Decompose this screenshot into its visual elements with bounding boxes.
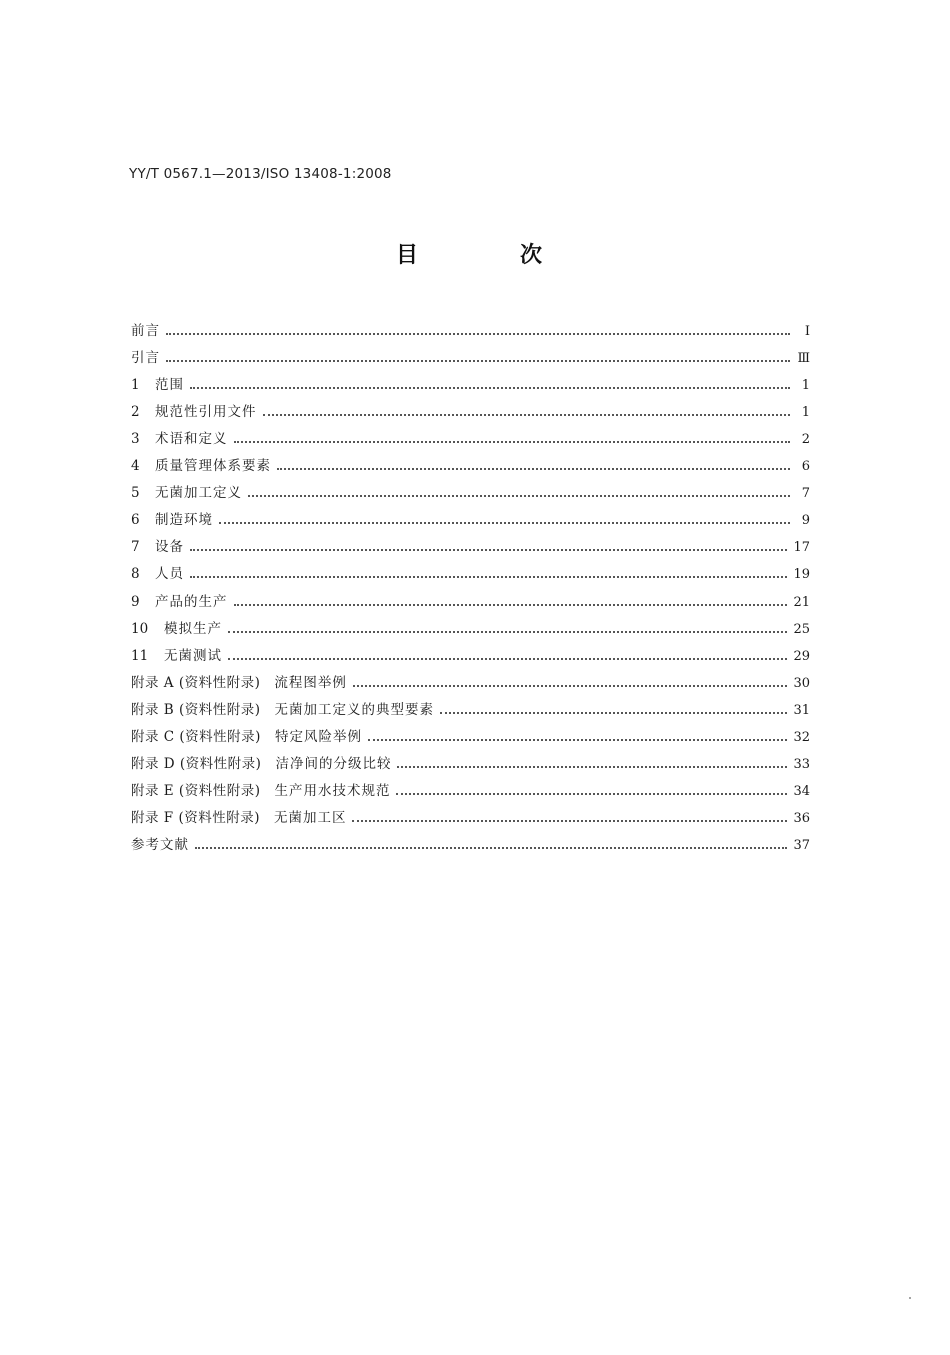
toc-entry-references[interactable]: [131, 826, 810, 853]
appendix-id: 附录 E (资料性附录): [131, 782, 261, 799]
toc-entry-appendix-d[interactable]: [131, 745, 810, 772]
toc-entry-4[interactable]: [131, 447, 810, 474]
toc-entry-number: 3: [131, 431, 140, 448]
toc-entry-label: 产品的生产: [155, 593, 228, 610]
dot-leader: [166, 333, 790, 335]
toc-entry-number: 6: [131, 512, 140, 529]
toc-entry-number: 8: [131, 566, 140, 583]
toc-entry-appendix-c[interactable]: [131, 718, 810, 745]
toc-entry-number: 10: [131, 620, 149, 637]
appendix-id: 附录 C (资料性附录): [131, 728, 261, 745]
toc-entry-appendix-f[interactable]: [131, 799, 810, 826]
toc-entry-label: 参考文献: [131, 836, 189, 853]
toc-entry-page: 1: [801, 405, 810, 421]
toc-entry-page: 6: [801, 459, 810, 475]
toc-entry-label: 引言: [131, 350, 160, 367]
table-of-contents: [131, 312, 810, 853]
dot-leader: [166, 360, 790, 362]
toc-entry-page: 17: [793, 540, 810, 556]
toc-entry-appendix-e[interactable]: [131, 772, 810, 799]
dot-leader: [190, 549, 787, 551]
toc-entry-number: 2: [131, 404, 140, 421]
toc-entry-page: 30: [793, 675, 810, 691]
toc-entry-label: 前言: [131, 323, 160, 340]
toc-entry-number: 9: [131, 593, 140, 610]
toc-entry-label: 规范性引用文件: [155, 404, 257, 421]
appendix-title: 无菌加工区: [273, 809, 347, 826]
toc-entry-foreword[interactable]: [131, 312, 810, 339]
toc-entry-page: 25: [793, 621, 810, 637]
toc-entry-8[interactable]: [131, 555, 810, 582]
toc-entry-page: 7: [801, 486, 810, 502]
appendix-id: 附录 D (资料性附录): [131, 755, 262, 772]
toc-entry-page: 31: [793, 702, 810, 718]
toc-entry-7[interactable]: [131, 528, 810, 555]
toc-entry-appendix-a[interactable]: [131, 664, 810, 691]
appendix-title: 流程图举例: [274, 674, 347, 691]
toc-entry-page: 33: [793, 756, 810, 772]
dot-leader: [248, 495, 790, 497]
toc-entry-page: 37: [793, 837, 810, 853]
toc-entry-number: 4: [131, 458, 140, 475]
appendix-title: 无菌加工定义的典型要素: [274, 701, 435, 718]
toc-entry-label: 无菌加工定义: [155, 485, 242, 502]
toc-entry-number: 5: [131, 485, 140, 502]
appendix-id: 附录 A (资料性附录): [131, 674, 261, 691]
toc-entry-label: 设备: [155, 539, 184, 556]
toc-entry-2[interactable]: [131, 393, 810, 420]
appendix-id: 附录 F (资料性附录): [131, 809, 260, 826]
toc-entry-label: 无菌测试: [164, 647, 222, 664]
toc-entry-label: 人员: [155, 566, 184, 583]
dot-leader: [234, 604, 788, 606]
scan-speck: [909, 1297, 911, 1299]
toc-entry-label: 质量管理体系要素: [155, 458, 271, 475]
page-title: 目 次: [395, 243, 582, 268]
toc-entry-page: 2: [801, 432, 810, 448]
appendix-id: 附录 B (资料性附录): [131, 701, 261, 718]
toc-entry-11[interactable]: [131, 637, 810, 664]
toc-entry-appendix-b[interactable]: [131, 691, 810, 718]
dot-leader: [263, 414, 791, 416]
toc-entry-page: 21: [793, 594, 810, 610]
appendix-title: 特定风险举例: [274, 728, 362, 745]
dot-leader: [352, 820, 787, 822]
toc-entry-1[interactable]: [131, 366, 810, 393]
toc-entry-number: 1: [131, 377, 140, 394]
dot-leader: [234, 441, 791, 443]
toc-entry-3[interactable]: [131, 420, 810, 447]
toc-entry-page: Ⅲ: [797, 351, 810, 367]
dot-leader: [228, 658, 787, 660]
dot-leader: [396, 793, 787, 795]
dot-leader: [368, 739, 788, 741]
toc-entry-label: 术语和定义: [155, 431, 228, 448]
toc-entry-10[interactable]: [131, 610, 810, 637]
toc-entry-page: 34: [793, 783, 810, 799]
dot-leader: [190, 387, 790, 389]
toc-entry-page: 36: [793, 810, 810, 826]
dot-leader: [219, 522, 790, 524]
appendix-title: 生产用水技术规范: [274, 782, 391, 799]
appendix-title: 洁净间的分级比较: [275, 755, 392, 772]
toc-entry-page: 9: [801, 513, 810, 529]
toc-entry-page: 32: [793, 729, 810, 745]
dot-leader: [397, 766, 787, 768]
toc-entry-number: 7: [131, 539, 140, 556]
dot-leader: [440, 712, 787, 714]
toc-entry-6[interactable]: [131, 501, 810, 528]
standard-number: YY/T 0567.1—2013/ISO 13408-1:2008: [129, 166, 392, 182]
toc-entry-number: 11: [131, 647, 149, 664]
toc-entry-9[interactable]: [131, 582, 810, 609]
toc-entry-label: 范围: [155, 377, 184, 394]
toc-entry-page: 29: [793, 648, 810, 664]
toc-entry-label: 制造环境: [155, 512, 213, 529]
toc-entry-page: 1: [801, 378, 810, 394]
dot-leader: [190, 576, 787, 578]
toc-entry-page: Ⅰ: [804, 324, 810, 340]
toc-entry-5[interactable]: [131, 474, 810, 501]
toc-entry-introduction[interactable]: [131, 339, 810, 366]
dot-leader: [228, 631, 787, 633]
dot-leader: [277, 468, 790, 470]
dot-leader: [195, 847, 787, 849]
toc-entry-label: 模拟生产: [164, 620, 222, 637]
toc-entry-page: 19: [793, 567, 810, 583]
dot-leader: [353, 685, 788, 687]
